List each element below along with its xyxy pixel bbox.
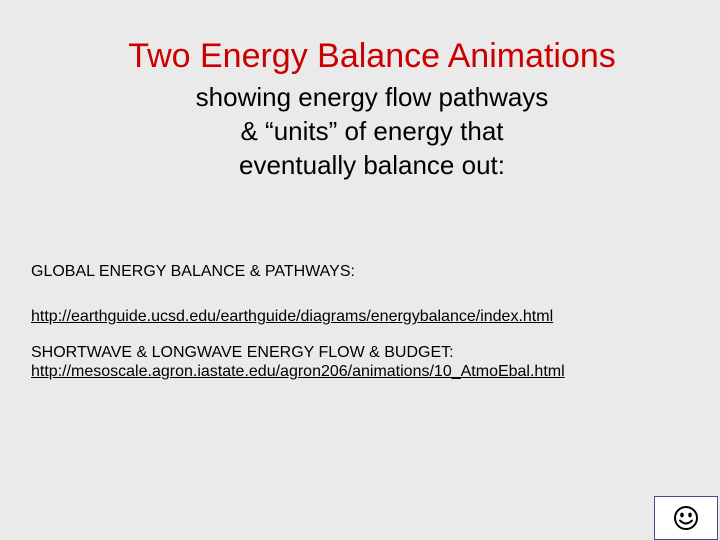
- slide-title: Two Energy Balance Animations: [128, 37, 616, 75]
- slide-subtitle: [0, 80, 720, 182]
- link-global-energy-balance[interactable]: http://earthguide.ucsd.edu/earthguide/diagrams/energybalance/index.html: [31, 308, 554, 325]
- slide-body: [31, 262, 691, 381]
- nav-action-button[interactable]: [654, 496, 718, 540]
- link-shortwave-longwave[interactable]: http://mesoscale.agron.iastate.edu/agron206/animations/10_AtmoEbal.html: [31, 363, 565, 380]
- subtitle-line: & “units” of energy that: [240, 116, 504, 146]
- section-heading-global: GLOBAL ENERGY BALANCE & PATHWAYS:: [31, 263, 355, 280]
- smiley-face-icon: [673, 505, 699, 531]
- subtitle-line: eventually balance out:: [239, 150, 505, 180]
- subtitle-line: showing energy flow pathways: [195, 82, 549, 112]
- section-heading-shortwave: SHORTWAVE & LONGWAVE ENERGY FLOW & BUDGET:: [31, 344, 454, 361]
